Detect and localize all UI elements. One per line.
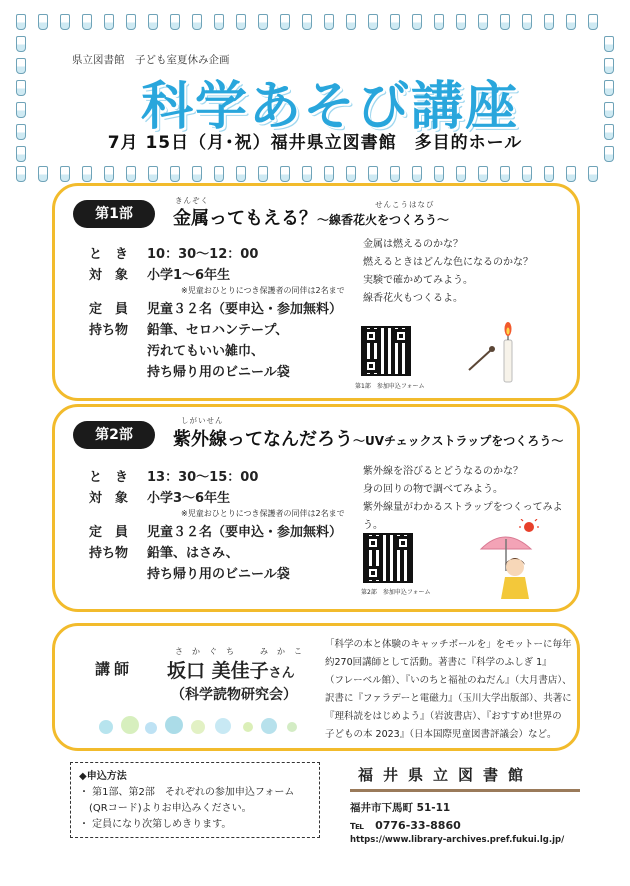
part1-qr-caption: 第1部 参加申込フォーム bbox=[355, 383, 425, 390]
part2-guardian-note: ※児童おひとりにつき保護者の同伴は2名まで bbox=[181, 509, 345, 518]
glassware-icon bbox=[434, 14, 444, 30]
glassware-icon bbox=[456, 14, 466, 30]
glassware-icon bbox=[236, 166, 246, 182]
bio-line: 『理科読をはじめよう』（岩波書店）、『おすすめ!世界の bbox=[325, 711, 562, 722]
glassware-icon bbox=[324, 14, 334, 30]
part1-item: 持ち帰り用のビニール袋 bbox=[147, 365, 290, 380]
part2-item: 鉛筆、はさみ、 bbox=[147, 546, 239, 561]
part1-title bbox=[173, 204, 449, 230]
application-line: (QRコード)よりお申込みください。 bbox=[79, 803, 252, 814]
glassware-icon bbox=[434, 166, 444, 182]
application-heading: ◆申込方法 bbox=[79, 771, 127, 782]
lecturer-name-ruby: さかぐち みかこ bbox=[175, 647, 311, 656]
glassware-icon bbox=[302, 14, 312, 30]
application-line: ・ 定員になり次第しめきります。 bbox=[79, 819, 232, 830]
glassware-icon bbox=[258, 166, 268, 182]
part1-badge: 第1部 bbox=[73, 200, 155, 228]
target-label: 対 象 bbox=[89, 268, 129, 283]
bio-line: 約270回講師として活動。著書に『科学のふしぎ 1』 bbox=[325, 657, 552, 668]
items-label: 持ち物 bbox=[89, 546, 129, 561]
glassware-icon bbox=[604, 80, 614, 96]
library-phone[interactable]: ℡ 0776-33-8860 bbox=[350, 819, 461, 832]
glassware-icon bbox=[500, 166, 510, 182]
part1-item: 鉛筆、セロハンテープ、 bbox=[147, 323, 289, 338]
glassware-icon bbox=[16, 166, 26, 182]
part2-qr-code[interactable] bbox=[363, 533, 413, 583]
glassware-icon bbox=[478, 14, 488, 30]
bio-line: 「科学の本と体験のキャッチボールを」をモットーに毎年 bbox=[325, 639, 572, 650]
glassware-icon bbox=[566, 166, 576, 182]
lecturer-name-text: 坂口 美佳子 bbox=[167, 660, 269, 682]
part2-title bbox=[173, 425, 563, 451]
glassware-icon bbox=[604, 102, 614, 118]
glassware-icon bbox=[280, 166, 290, 182]
items-label: 持ち物 bbox=[89, 323, 129, 338]
glassware-icon bbox=[522, 166, 532, 182]
part1-title-ruby: きんぞく bbox=[175, 196, 209, 205]
glassware-icon bbox=[604, 124, 614, 140]
decorative-dots bbox=[89, 712, 309, 736]
part1-subtitle-ruby: せんこうはなび bbox=[375, 200, 435, 209]
part1-time: 10：30～12：00 bbox=[147, 247, 259, 262]
glassware-icon bbox=[390, 14, 400, 30]
description-line: 燃えるときはどんな色になるのかな？ bbox=[363, 257, 533, 268]
glassware-icon bbox=[104, 166, 114, 182]
glassware-icon bbox=[412, 166, 422, 182]
part2-qr-caption: 第2部 参加申込フォーム bbox=[361, 589, 431, 596]
application-method-box bbox=[70, 762, 320, 838]
glassware-icon bbox=[38, 14, 48, 30]
glassware-icon bbox=[544, 14, 554, 30]
part2-card bbox=[52, 404, 580, 612]
library-url[interactable]: https://www.library-archives.pref.fukui.lg.jp/ bbox=[350, 835, 565, 845]
part1-details bbox=[89, 242, 345, 381]
part1-title-main: 金属ってもえる？ bbox=[173, 208, 317, 229]
part2-details bbox=[89, 465, 345, 583]
library-address: 福井市下馬町 51-11 bbox=[350, 802, 451, 814]
part2-title-main: 紫外線ってなんだろう bbox=[173, 429, 353, 450]
time-label: と き bbox=[89, 247, 129, 262]
glassware-icon bbox=[500, 14, 510, 30]
glassware-icon bbox=[192, 14, 202, 30]
glassware-icon bbox=[60, 166, 70, 182]
event-title: 科学あそび講座 bbox=[140, 77, 519, 137]
glassware-icon bbox=[82, 14, 92, 30]
glassware-icon bbox=[16, 58, 26, 74]
part2-title-sub: ～UVチェックストラップをつくろう～ bbox=[353, 434, 564, 448]
part1-card bbox=[52, 183, 580, 401]
event-subtitle: 県立図書館 子ども室夏休み企画 bbox=[72, 54, 230, 66]
description-line: 身の回りの物で調べてみよう。 bbox=[363, 484, 503, 495]
glassware-icon bbox=[544, 166, 554, 182]
nail-and-candle-illustration bbox=[455, 316, 525, 386]
part2-badge: 第2部 bbox=[73, 421, 155, 449]
glassware-icon bbox=[604, 146, 614, 162]
glassware-icon bbox=[302, 166, 312, 182]
glassware-icon bbox=[412, 14, 422, 30]
glassware-icon bbox=[16, 146, 26, 162]
glassware-icon bbox=[588, 166, 598, 182]
glassware-icon bbox=[82, 166, 92, 182]
part2-capacity: 児童３２名（要申込・参加無料） bbox=[147, 525, 343, 540]
part1-guardian-note: ※児童おひとりにつき保護者の同伴は2名まで bbox=[181, 286, 345, 295]
lecturer-label: 講師 bbox=[95, 660, 134, 678]
glassware-icon bbox=[390, 166, 400, 182]
glassware-icon bbox=[604, 58, 614, 74]
glassware-icon bbox=[214, 166, 224, 182]
glassware-icon bbox=[148, 166, 158, 182]
glassware-icon bbox=[38, 166, 48, 182]
glassware-icon bbox=[104, 14, 114, 30]
part2-time: 13：30～15：00 bbox=[147, 470, 259, 485]
time-label: と き bbox=[89, 470, 129, 485]
part1-target: 小学1～6年生 bbox=[147, 268, 231, 283]
glassware-icon bbox=[368, 14, 378, 30]
glassware-icon bbox=[16, 36, 26, 52]
glassware-icon bbox=[456, 166, 466, 182]
description-line: 実験で確かめてみよう。 bbox=[363, 275, 473, 286]
bio-line: 子どもの本 2023』（日本国際児童図書評議会）など。 bbox=[325, 729, 557, 740]
capacity-label: 定 員 bbox=[89, 525, 129, 540]
glassware-icon bbox=[588, 14, 598, 30]
glassware-icon bbox=[522, 14, 532, 30]
girl-with-umbrella-illustration bbox=[475, 519, 555, 603]
lecturer-honorific: さん bbox=[268, 666, 295, 681]
glassware-icon bbox=[604, 36, 614, 52]
glassware-icon bbox=[280, 14, 290, 30]
part1-description bbox=[363, 236, 533, 308]
glassware-icon bbox=[16, 102, 26, 118]
description-line: 線香花火もつくるよ。 bbox=[363, 293, 463, 304]
library-name: 福井県立図書館 bbox=[350, 764, 580, 792]
library-info bbox=[350, 764, 580, 845]
lecturer-card bbox=[52, 623, 580, 751]
bio-line: （フレーベル館）、『いのちと福祉のねだん』（大月書店）、 bbox=[325, 675, 572, 686]
glassware-icon bbox=[214, 14, 224, 30]
glassware-icon bbox=[368, 166, 378, 182]
bio-line: 訳書に『ファラデーと電磁力』（玉川大学出版部）、共著に bbox=[325, 693, 572, 704]
target-label: 対 象 bbox=[89, 491, 129, 506]
glassware-icon bbox=[346, 14, 356, 30]
lecturer-organization: （科学読物研究会） bbox=[171, 687, 297, 703]
glassware-icon bbox=[192, 166, 202, 182]
glassware-icon bbox=[258, 14, 268, 30]
description-line: 紫外線量がわかるストラップをつくってみよう。 bbox=[363, 502, 563, 531]
capacity-label: 定 員 bbox=[89, 302, 129, 317]
glassware-icon bbox=[236, 14, 246, 30]
description-line: 金属は燃えるのかな？ bbox=[363, 239, 463, 250]
part1-capacity: 児童３２名（要申込・参加無料） bbox=[147, 302, 343, 317]
part2-target: 小学3～6年生 bbox=[147, 491, 231, 506]
glassware-icon bbox=[126, 166, 136, 182]
part2-item: 持ち帰り用のビニール袋 bbox=[147, 567, 290, 582]
part2-title-ruby: しがいせん bbox=[181, 416, 224, 425]
glassware-icon bbox=[148, 14, 158, 30]
glassware-icon bbox=[170, 14, 180, 30]
event-date-venue: 7月 15日（月･祝）福井県立図書館 多目的ホール bbox=[107, 133, 523, 153]
part1-title-sub: ～線香花火をつくろう～ bbox=[317, 213, 450, 227]
description-line: 紫外線を浴びるとどうなるのかな？ bbox=[363, 466, 523, 477]
glassware-icon bbox=[126, 14, 136, 30]
part1-qr-code[interactable] bbox=[361, 326, 411, 376]
glassware-icon bbox=[16, 80, 26, 96]
glassware-icon bbox=[346, 166, 356, 182]
glassware-icon bbox=[324, 166, 334, 182]
glassware-icon bbox=[60, 14, 70, 30]
lecturer-name bbox=[167, 656, 295, 683]
glassware-icon bbox=[16, 124, 26, 140]
lecturer-bio bbox=[325, 636, 579, 744]
part1-item: 汚れてもいい雑巾、 bbox=[147, 344, 265, 359]
glassware-icon bbox=[478, 166, 488, 182]
glassware-icon bbox=[16, 14, 26, 30]
glassware-icon bbox=[566, 14, 576, 30]
glassware-icon bbox=[170, 166, 180, 182]
application-line: ・ 第1部、第2部 それぞれの参加申込フォーム bbox=[79, 787, 295, 798]
